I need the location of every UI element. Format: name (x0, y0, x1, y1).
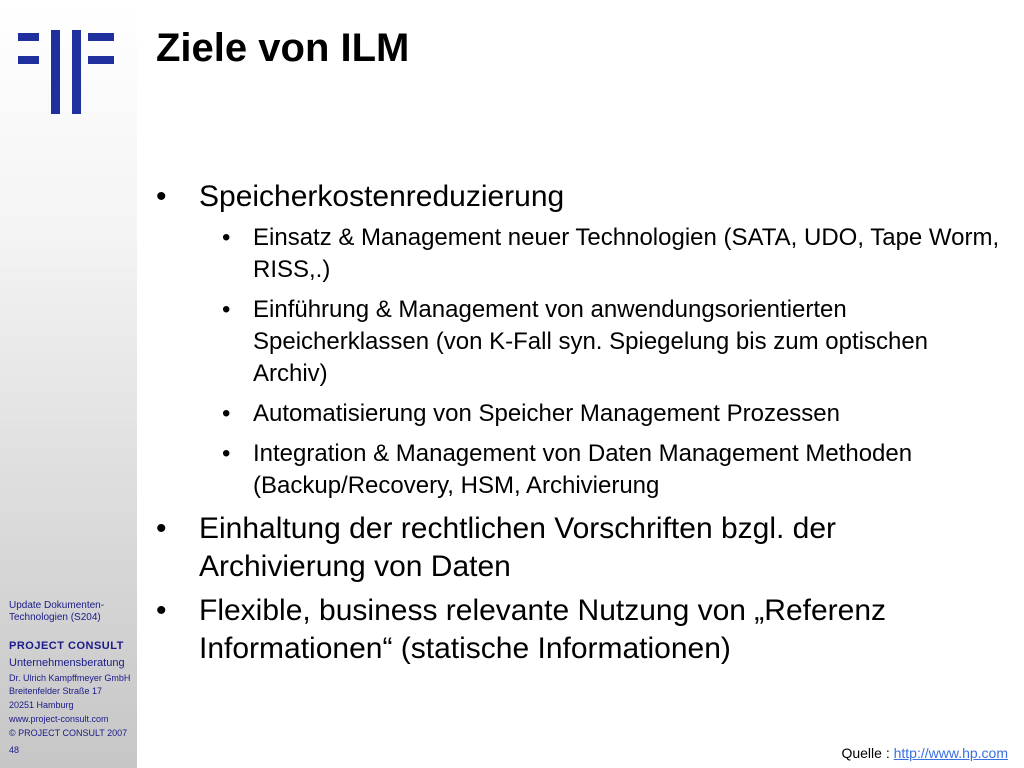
company-name: PROJECT CONSULT (9, 640, 124, 652)
bullet-text: Speicherkostenreduzierung (199, 180, 565, 213)
slide-content (150, 178, 1000, 674)
company-city: 20251 Hamburg (9, 700, 74, 710)
copyright: © PROJECT CONSULT 2007 (9, 728, 128, 738)
sub-bullet-text: Integration & Management von Daten Management Methoden (Backup/Recovery, HSM, Archivierung (253, 440, 913, 499)
course-title-line1: Update Dokumenten- (9, 600, 105, 611)
slide-title: Ziele von ILM (156, 26, 410, 70)
bullet-list (150, 178, 1000, 668)
company-street: Breitenfelder Straße 17 (9, 686, 103, 696)
sub-bullet-item (150, 398, 1000, 430)
sub-bullet-item (150, 294, 1000, 390)
sub-bullet-text: Einsatz & Management neuer Technologien (SATA, UDO, Tape Worm, RISS,.) (253, 224, 1000, 283)
source-citation (841, 745, 1008, 761)
company-subtitle: Unternehmensberatung (9, 657, 125, 669)
bullet-text: Flexible, business relevante Nutzung von „Referenz Informationen“ (statische Informationen) (199, 594, 887, 665)
source-link[interactable]: http://www.hp.com (893, 745, 1008, 761)
sub-bullet-list (199, 222, 1000, 502)
sidebar (0, 0, 137, 768)
sub-bullet-text: Einführung & Management von anwendungsorientierten Speicherklassen (von K-Fall syn. Spiegelung bis zum optischen Archiv) (253, 296, 929, 387)
bullet-item (150, 178, 1000, 502)
bullet-item (150, 510, 1000, 586)
source-label: Quelle : (841, 745, 894, 761)
page-number: 48 (9, 745, 20, 755)
course-title-line2: Technologien (S204) (9, 612, 101, 623)
company-person: Dr. Ulrich Kampffmeyer GmbH (9, 673, 131, 683)
company-website: www.project-consult.com (9, 714, 109, 724)
project-consult-logo (18, 30, 114, 114)
bullet-item (150, 592, 1000, 668)
sub-bullet-text: Automatisierung von Speicher Management Prozessen (253, 400, 840, 427)
bullet-text: Einhaltung der rechtlichen Vorschriften bzgl. der Archivierung von Daten (199, 512, 837, 583)
sub-bullet-item (150, 438, 1000, 502)
sub-bullet-item (150, 222, 1000, 286)
